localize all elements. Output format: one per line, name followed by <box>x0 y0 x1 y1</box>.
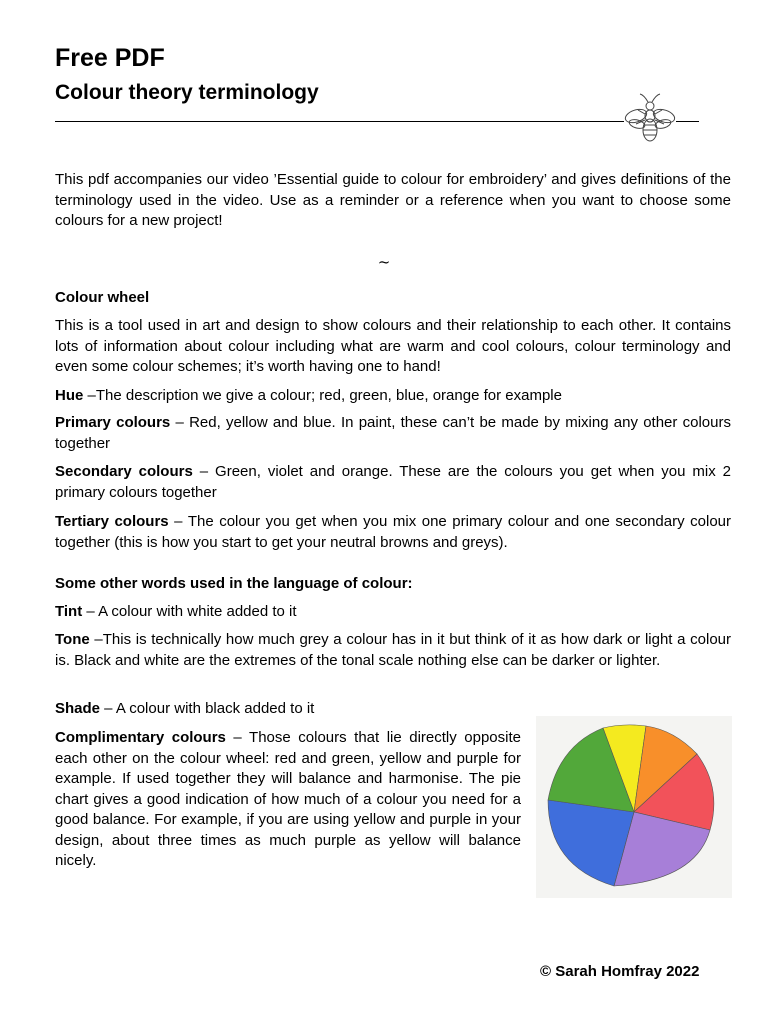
term-label: Complimentary colours <box>55 729 226 746</box>
term-definition: Those colours that lie directly opposite each other on the colour wheel: red and green, yellow and purple for example. If used together they will balance and harmonise. The pie chart gives a good indication of how much of a colour you need for a good balance. For example, if you are using yellow and purple in your design, about three times as much purple as yellow will balance nicely. <box>55 729 521 869</box>
term-separator: – <box>192 463 216 480</box>
term-label: Tone <box>55 631 90 648</box>
term-separator: – <box>82 603 99 620</box>
section-divider: ~ <box>377 253 391 271</box>
term-definition: The colour you get when you mix one primary colour and one secondary colour together (this is how you start to get your neutral browns and greys). <box>55 513 731 551</box>
term-label: Secondary colours <box>55 463 193 480</box>
term-label: Tertiary colours <box>55 513 169 530</box>
term-label: Shade <box>55 700 101 717</box>
term-definition: Green, violet and orange. These are the colours you get when you mix 2 primary colours together <box>55 463 731 501</box>
term-label: Hue <box>55 387 84 404</box>
copyright-footer: © Sarah Homfray 2022 <box>540 963 700 980</box>
colour-wheel-paragraph: This is a tool used in art and design to show colours and their relationship to each other. It contains lots of information about colour including what are warm and cool colours, colour terminology and even some colour schemes; it’s worth having one to hand! <box>55 317 731 375</box>
page-title: Free PDF <box>55 44 165 72</box>
term-secondary-colours <box>55 462 731 503</box>
term-complimentary-colours <box>55 728 521 872</box>
term-definition: Red, yellow and blue. In paint, these can’t be made by mixing any other colours together <box>55 414 731 452</box>
term-hue <box>55 386 731 407</box>
term-label: Primary colours <box>55 414 171 431</box>
term-definition: The description we give a colour; red, green, blue, orange for example <box>95 387 562 404</box>
term-primary-colours <box>55 413 731 454</box>
term-separator: – <box>89 631 103 648</box>
term-separator: – <box>83 387 96 404</box>
term-separator: – <box>170 414 190 431</box>
term-separator: – <box>225 729 250 746</box>
term-definition: A colour with black added to it <box>115 700 315 717</box>
term-separator: – <box>100 700 116 717</box>
colour-pie-illustration <box>536 716 732 898</box>
header-rule <box>55 121 699 122</box>
bee-icon <box>624 92 676 148</box>
term-label: Tint <box>55 603 83 620</box>
page-subtitle: Colour theory terminology <box>55 81 319 104</box>
other-words-heading: Some other words used in the language of colour: <box>55 575 413 592</box>
colour-wheel-heading: Colour wheel <box>55 289 150 306</box>
term-tint <box>55 602 731 623</box>
term-separator: – <box>168 513 188 530</box>
term-definition: This is technically how much grey a colour has in it but think of it as how dark or light a colour is. Black and white are the extremes of the tonal scale nothing else can be darker or lighter. <box>55 631 731 669</box>
term-definition: A colour with white added to it <box>98 603 297 620</box>
term-tertiary-colours <box>55 512 731 553</box>
term-tone <box>55 630 731 671</box>
intro-paragraph: This pdf accompanies our video ’Essential guide to colour for embroidery’ and gives definitions of the terminology used in the video. Use as a reminder or a reference when you want to choose some colours for a new project! <box>55 171 731 229</box>
